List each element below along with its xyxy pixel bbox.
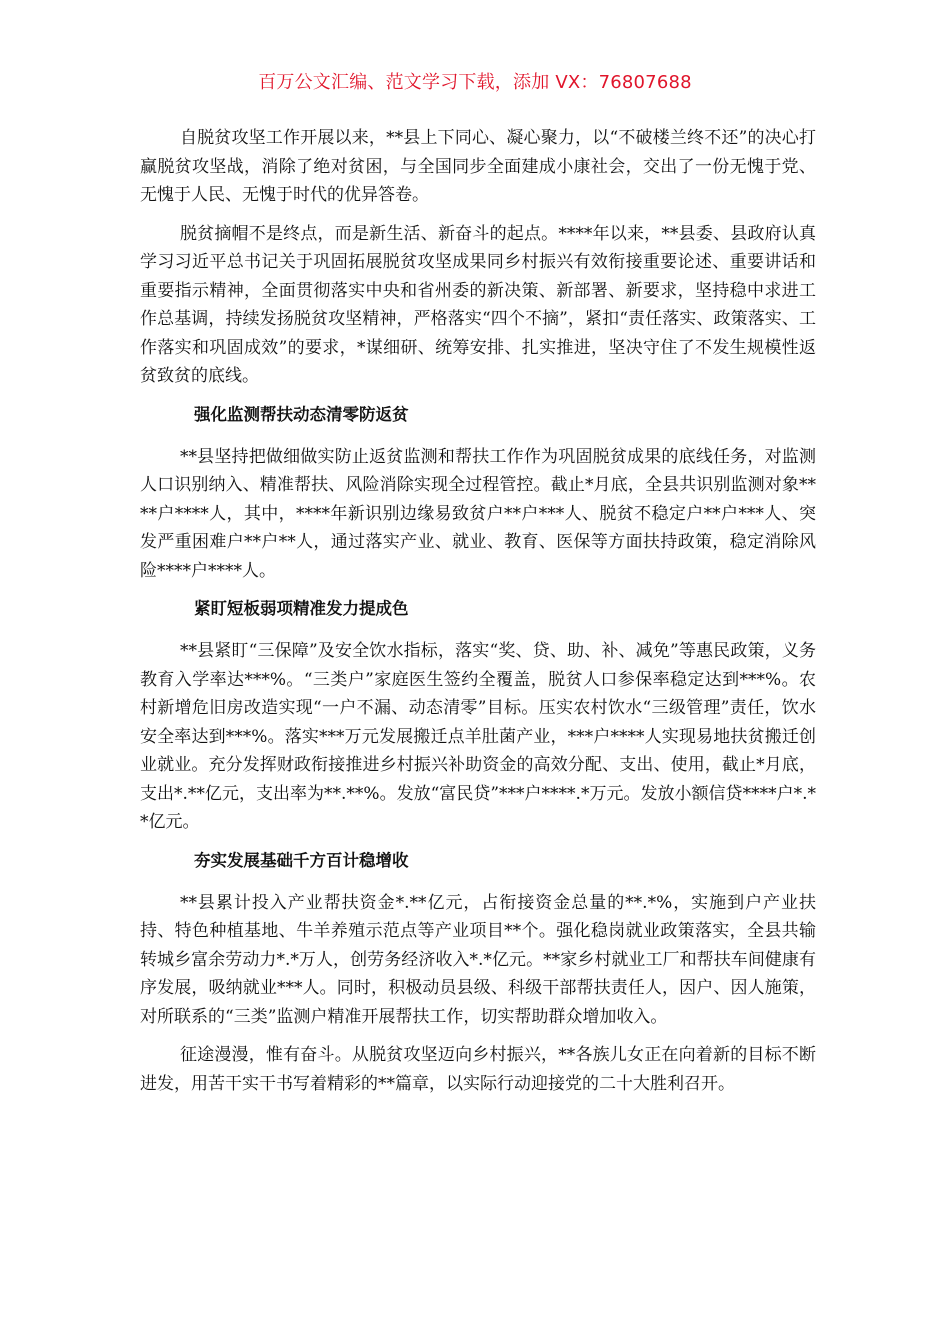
section-heading-income: 夯实发展基础千方百计稳增收 bbox=[194, 850, 409, 870]
section-body-monitoring: **县坚持把做细做实防止返贫监测和帮扶工作作为巩固脱贫成果的底线任务，对监测人口识别纳入、精准帮扶、风险消除实现全过程管控。截止*月底，全县共识别监测对象****户****人，其中，****年新识别边缘易致贫户**户***人、脱贫不稳定户**户***人、突发严重困难户**户**人，通过落实产业、就业、教育、医保等方面扶持政策，稳定消除风险****户****人。 bbox=[140, 446, 816, 581]
section-heading-shortcomings: 紧盯短板弱项精准发力提成色 bbox=[194, 599, 409, 618]
section-heading-monitoring: 强化监测帮扶动态清零防返贫 bbox=[194, 404, 409, 424]
watermark-banner: 百万公文汇编、范文学习下载，添加 VX：76807688 bbox=[258, 72, 692, 93]
section-body-income: **县累计投入产业帮扶资金*.**亿元，占衔接资金总量的**.*%，实施到户产业扶持、特色种植基地、牛羊养殖示范点等产业项目**个。强化稳岗就业政策落实，全县共输转城乡富余劳动力*.*万人，创劳务经济收入*.*亿元。**家乡村就业工厂和帮扶车间健康有序发展，吸纳就业***人。同时，积极动员县级、科级干部帮扶责任人，因户、因人施策，对所联系的“三类”监测户精准开展帮扶工作，切实帮助群众增加收入。 bbox=[140, 892, 816, 1027]
intro-paragraph-2: 脱贫摘帽不是终点，而是新生活、新奋斗的起点。****年以来，**县委、县政府认真学习习近平总书记关于巩固拓展脱贫攻坚成果同乡村振兴有效衔接重要论述、重要讲话和重要指示精神，全面贯彻落实中央和省州委的新决策、新部署、新要求，坚持稳中求进工作总基调，持续发扬脱贫攻坚精神，严格落实“四个不摘”，紧扣“责任落实、政策落实、工作落实和巩固成效”的要求，*谋细研、统筹安排、扎实推进，坚决守住了不发生规模性返贫致贫的底线。 bbox=[140, 223, 816, 386]
section-body-shortcomings: **县紧盯“三保障”及安全饮水指标，落实“奖、贷、助、补、减免”等惠民政策，义务教育入学率达***%。“三类户”家庭医生签约全覆盖，脱贫人口参保率稳定达到***%。农村新增危旧房改造实现“一户不漏、动态清零”目标。压实农村饮水“三级管理”责任，饮水安全率达到***%。落实***万元发展搬迁点羊肚菌产业，***户****人实现易地扶贫搬迁创业就业。充分发挥财政衔接推进乡村振兴补助资金的高效分配、支出、使用，截止*月底，支出*.**亿元，支出率为**.**%。发放“富民贷”***户****.*万元。发放小额信贷****户*.**亿元。 bbox=[140, 641, 816, 832]
document-body bbox=[140, 124, 816, 1108]
intro-paragraph-1: 自脱贫攻坚工作开展以来，**县上下同心、凝心聚力，以“不破楼兰终不还”的决心打赢脱贫攻坚战，消除了绝对贫困，与全国同步全面建成小康社会，交出了一份无愧于党、无愧于人民、无愧于时代的优异答卷。 bbox=[140, 128, 816, 205]
closing-paragraph: 征途漫漫，惟有奋斗。从脱贫攻坚迈向乡村振兴，**各族儿女正在向着新的目标不断进发，用苦干实干书写着精彩的**篇章，以实际行动迎接党的二十大胜利召开。 bbox=[140, 1045, 816, 1094]
